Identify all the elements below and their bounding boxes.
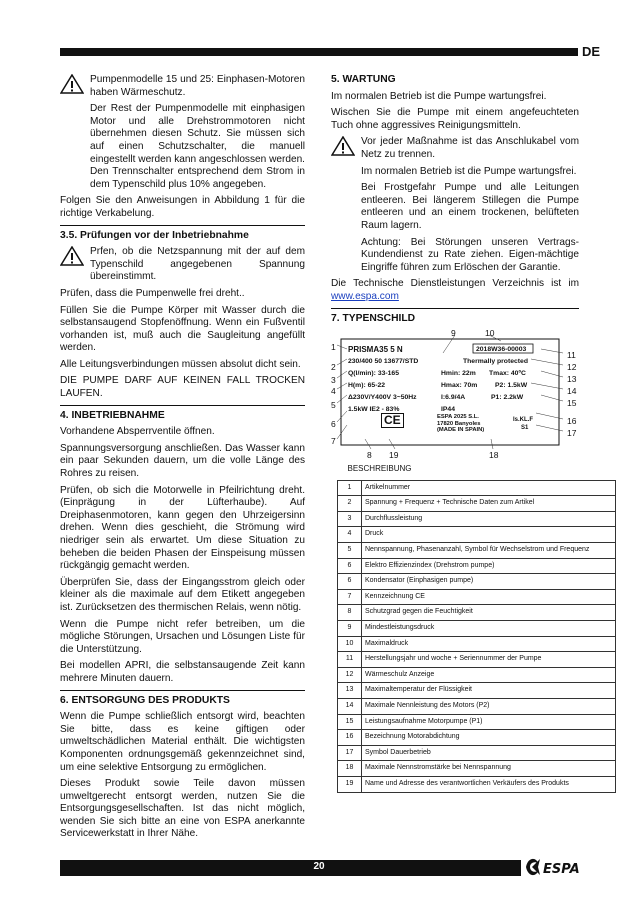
warning-triangle-icon <box>60 74 84 94</box>
row-number: 8 <box>338 605 362 621</box>
section-heading: 6. ENTSORGUNG DES PRODUKTS <box>60 694 230 706</box>
paragraph: Bei modellen APRI, die selbstansaugende Zeit kann mehrere Minuten dauern. <box>60 660 305 684</box>
paragraph: Wischen Sie die Pumpe mit einem angefeuchteten Tuch ohne aggressives Reinigungsmitteln. <box>331 107 579 131</box>
paragraph: Der Rest der Pumpenmodelle mit einphasigen Motor und alle Drehstrommotoren nicht übernehmen diesen Schutz. Sie müssen sich auf einen Schutzschalter, die manuell eingestellt werden kann angeschlossen werden. Den Trennschalter entsprechend dem Strom in dem Typenschild plus 10% angegeben. <box>90 103 305 190</box>
row-number: 6 <box>338 574 362 590</box>
espa-link[interactable]: www.espa.com <box>331 290 399 302</box>
callout-12: 12 <box>567 362 577 373</box>
callout-2: 2 <box>331 362 336 373</box>
paragraph: Im normalen Betrieb ist die Pumpe wartungsfrei. <box>361 165 577 177</box>
table-row <box>338 621 616 637</box>
divider <box>60 405 305 406</box>
row-description: Spannung + Frequenz + Technische Daten zum Artikel <box>362 496 616 512</box>
row-number: 18 <box>338 761 362 777</box>
table-row <box>338 683 616 699</box>
row-description: Maximale Nennstromstärke bei Nennspannung <box>362 761 616 777</box>
table-row <box>338 543 616 559</box>
row-description: Durchflussleistung <box>362 511 616 527</box>
plate-insulation: Is.KL.F <box>513 417 534 424</box>
warning-triangle-icon <box>331 136 355 156</box>
paragraph: Im normalen Betrieb ist die Pumpe wartungsfrei. <box>331 90 547 102</box>
callout-14: 14 <box>567 386 577 397</box>
row-number: 19 <box>338 776 362 792</box>
callout-8: 8 <box>367 450 372 461</box>
row-number: 17 <box>338 745 362 761</box>
table-row <box>338 527 616 543</box>
divider <box>331 308 579 309</box>
paragraph: Spannungsversorgung anschließen. Das Wasser kann ein paar Sekunden dauern, um die volle Länge des Rohres zu reisen. <box>60 442 305 480</box>
row-number: 1 <box>338 480 362 496</box>
row-description: Kondensator (Einphasigen pumpe) <box>362 574 616 590</box>
table-row <box>338 636 616 652</box>
paragraph <box>331 278 579 303</box>
table-row <box>338 730 616 746</box>
callout-7: 7 <box>331 436 336 447</box>
row-description: Schutzgrad gegen die Feuchtigkeit <box>362 605 616 621</box>
espa-logo-icon <box>522 853 582 881</box>
row-number: 5 <box>338 543 362 559</box>
section-heading: 7. TYPENSCHILD <box>331 312 416 324</box>
row-number: 4 <box>338 527 362 543</box>
row-number: 15 <box>338 714 362 730</box>
plate-s1: S1 <box>521 425 529 432</box>
row-number: 10 <box>338 636 362 652</box>
row-description: Druck <box>362 527 616 543</box>
plate-serial: 2018W36-00003 <box>476 346 527 354</box>
nameplate-diagram <box>331 329 579 461</box>
paragraph: Füllen Sie die Pumpe Körper mit Wasser durch die selbstansaugend Stopfenöffnung. Wenn ein Fußventil vorhanden ist, muß auch die Saugleitung angefüllt werden. <box>60 304 305 354</box>
table-row <box>338 496 616 512</box>
row-description: Name und Adresse des verantwortlichen Verkäufers des Produkts <box>362 776 616 792</box>
table-row <box>338 558 616 574</box>
table-row <box>338 511 616 527</box>
warning-disconnect <box>331 136 579 165</box>
row-description: Maximale Nennleistung des Motors (P2) <box>362 699 616 715</box>
table-row <box>338 714 616 730</box>
row-number: 3 <box>338 511 362 527</box>
paragraph: Wenn die Pumpe nicht refer betreiben, um die mögliche Störungen, Ursachen und Lösungen Liste für die Unterstützung. <box>60 618 305 655</box>
service-text: Die Technische Dienstleistungen Verzeichnis ist im <box>331 278 579 290</box>
paragraph: Bei Frostgefahr Pumpe und alle Leitungen entleeren. Bei längerem Stillegen die Pumpe entleeren und an einem trockenen, belüfteten Raum lagern. <box>361 182 579 231</box>
plate-current: I:6.9/4A <box>441 394 466 402</box>
plate-ip: IP44 <box>441 406 455 414</box>
paragraph: Überprüfen Sie, dass der Eingangsstrom gleich oder kleiner als die maximale auf dem Etikett angegeben ist. Zurücksetzen des thermischen Relais, wenn nötig. <box>60 576 305 613</box>
divider <box>60 690 305 691</box>
row-description: Maximaltemperatur der Flüssigkeit <box>362 683 616 699</box>
plate-espa-address: ESPA 2025 S.L. 17820 Banyoles (MADE IN SPAIN) <box>437 414 485 434</box>
row-description: Nennspannung, Phasenanzahl, Symbol für Wechselstrom und Frequenz <box>362 543 616 559</box>
row-number: 9 <box>338 621 362 637</box>
table-row <box>338 699 616 715</box>
callout-3: 3 <box>331 375 336 386</box>
row-description: Mindestleistungsdruck <box>362 621 616 637</box>
callout-18: 18 <box>489 450 499 461</box>
table-row <box>338 761 616 777</box>
plate-p2: P2: 1.5kW <box>495 382 528 390</box>
row-number: 14 <box>338 699 362 715</box>
row-number: 12 <box>338 667 362 683</box>
table-header: BESCHREIBUNG <box>347 464 412 474</box>
row-description: Wärmeschulz Anzeige <box>362 667 616 683</box>
row-description: Elektro Effizienzindex (Drehstrom pumpe) <box>362 558 616 574</box>
right-column <box>331 74 590 793</box>
row-number: 2 <box>338 496 362 512</box>
callout-19: 19 <box>389 450 399 461</box>
paragraph: Achtung: Bei Störungen unseren Vertrags-Kundendienst zu Rate ziehen. Eigen-mächtige Eingriffe führen zum Erlöschen der Garantie. <box>361 236 579 273</box>
warning-thermal <box>60 74 305 103</box>
table-row <box>338 605 616 621</box>
paragraph: Alle Leitungsverbindungen müssen absolut dicht sein. <box>60 358 301 370</box>
row-description: Artikelnummer <box>362 480 616 496</box>
callout-17: 17 <box>567 428 577 439</box>
section-heading: 4. INBETRIEBNAHME <box>60 409 165 421</box>
table-row <box>338 589 616 605</box>
plate-p1: P1: 2.2kW <box>491 394 524 402</box>
plate-hmin: Hmin: 22m <box>441 370 476 378</box>
row-number: 7 <box>338 589 362 605</box>
plate-hmax: Hmax: 70m <box>441 382 478 390</box>
plate-ie: 1.5kW IE2 - 83% <box>348 406 400 414</box>
callout-6: 6 <box>331 419 336 430</box>
page-number: 20 <box>313 861 325 872</box>
table-row <box>338 652 616 668</box>
paragraph: Prüfen, dass die Pumpenwelle frei dreht.. <box>60 287 245 299</box>
paragraph: Dieses Produkt sowie Teile davon müssen umweltgerecht entsorgt werden, nutzen Sie die Entsorgungsgesellschaften. Ist das nicht möglich, wenden Sie sich bitte an eine von ESPA anerkannte Servicewerkstatt in Ihrer Nähe. <box>60 778 305 840</box>
divider <box>60 225 305 226</box>
row-description: Maximaldruck <box>362 636 616 652</box>
callout-1: 1 <box>331 342 336 353</box>
paragraph: Vorhandene Absperrventile öffnen. <box>60 426 215 438</box>
warning-text: Vor jeder Maßnahme ist das Anschlukabel vom Netz zu trennen. <box>361 136 579 160</box>
paragraph: Wenn die Pumpe schließlich entsorgt wird, beachten Sie bitte, dass es keine giftigen oder umweltschädlichen Material enthält. Die wichtigsten Komponenten ordnungsgemäß gekennzeichnet sind, um eine selektive Entsorgung zu ermöglichen. <box>60 711 305 773</box>
row-number: 6 <box>338 558 362 574</box>
callout-15: 15 <box>567 398 577 409</box>
table-row <box>338 667 616 683</box>
row-description: Kennzeichnung CE <box>362 589 616 605</box>
row-number: 11 <box>338 652 362 668</box>
header-bar <box>60 48 578 56</box>
paragraph: Prüfen, ob sich die Motorwelle in Pfeilrichtung dreht. (Einprägung in der Lüfterhaube). Auf Dreiphasenmotoren, kann gegen den Uhrzeigersinn drehen. Wenn dies geschieht, die Strömung wird niedriger sein als erwartet. Um diese Situation zu beheben die beiden Phasen der Einspeisung müssen rückgängig gemacht werden. <box>60 484 305 572</box>
description-table <box>337 461 616 792</box>
svg-text:ESPA: ESPA <box>543 862 580 877</box>
warning-text: Prfen, ob die Netzspannung mit der auf dem Typenschild angegebenen Spannung übereinstimmt. <box>90 246 305 283</box>
language-label: DE <box>581 44 600 59</box>
plate-model: PRISMA35 5 N <box>348 345 403 355</box>
section-heading: 5. WARTUNG <box>331 74 396 85</box>
callout-5: 5 <box>331 400 336 411</box>
table-row <box>338 745 616 761</box>
left-column <box>60 74 305 845</box>
row-number: 13 <box>338 683 362 699</box>
callout-9: 9 <box>451 328 456 339</box>
plate-q: Q(l/min): 33-165 <box>348 370 399 378</box>
plate-line2: 230/400 50 13677/STD <box>348 358 419 366</box>
row-description: Leistungsaufnahme Motorpumpe (P1) <box>362 714 616 730</box>
plate-voltage: Δ230V/Y400V 3~50Hz <box>348 394 417 402</box>
warning-triangle-icon <box>60 246 84 266</box>
paragraph: Folgen Sie den Anweisungen in Abbildung 1 für die richtige Verkabelung. <box>60 195 305 219</box>
callout-11: 11 <box>567 350 576 361</box>
plate-thermal: Thermally protected <box>463 358 528 366</box>
section-heading: 3.5. Prüfungen vor der Inbetriebnahme <box>60 229 249 241</box>
paragraph: DIE PUMPE DARF AUF KEINEN FALL TROCKEN LAUFEN. <box>60 375 305 400</box>
row-description: Bezeichnung Motorabdichtung <box>362 730 616 746</box>
table-row <box>338 776 616 792</box>
row-description: Symbol Dauerbetrieb <box>362 745 616 761</box>
row-number: 16 <box>338 730 362 746</box>
callout-13: 13 <box>567 374 577 385</box>
table-row <box>338 574 616 590</box>
plate-tmax: Tmax: 40ºC <box>489 370 526 378</box>
warning-voltage <box>60 246 305 288</box>
callout-4: 4 <box>331 386 336 397</box>
callout-10: 10 <box>485 328 495 339</box>
warning-text: Pumpenmodelle 15 und 25: Einphasen-Motoren haben Wärmeschutz. <box>90 74 305 98</box>
row-description: Herstellungsjahr und woche + Seriennummer der Pumpe <box>362 652 616 668</box>
callout-16: 16 <box>567 416 577 427</box>
plate-h: H(m): 65-22 <box>348 382 386 390</box>
ce-mark: CE <box>381 413 404 428</box>
table-row <box>338 480 616 496</box>
